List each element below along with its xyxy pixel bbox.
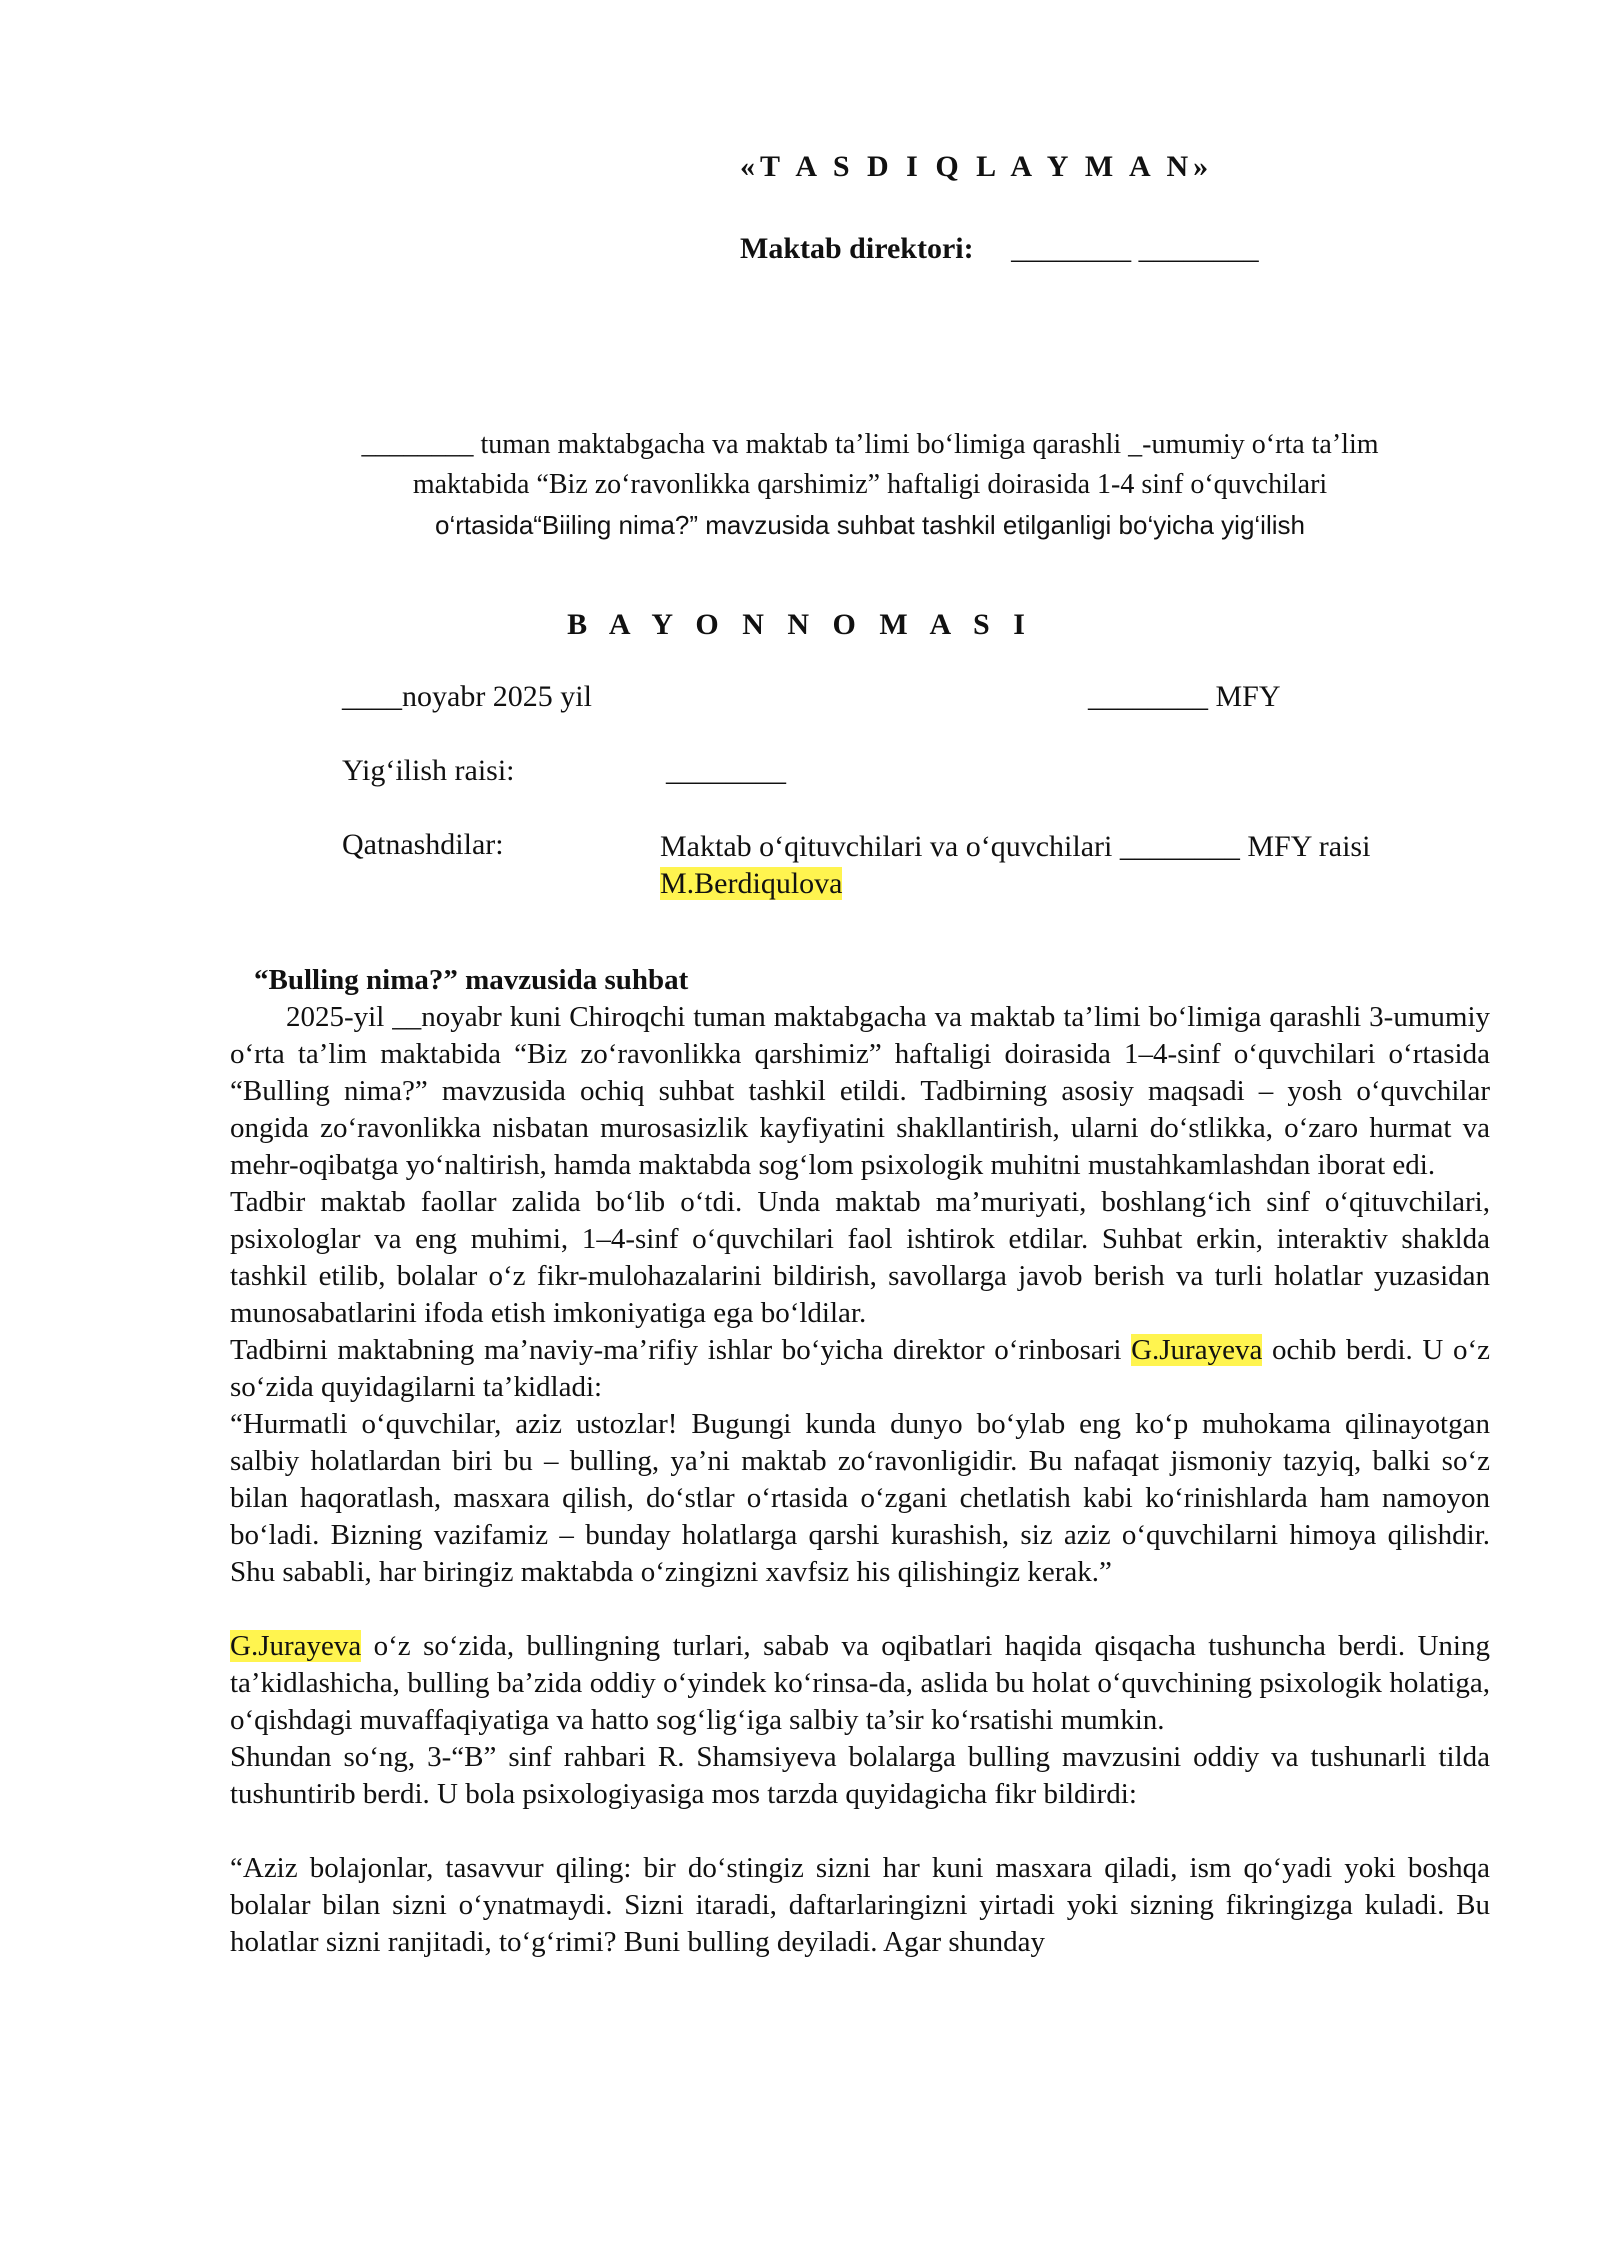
body-content <box>230 962 1490 1961</box>
paragraph-1: 2025-yil __noyabr kuni Chiroqchi tuman maktabgacha va maktab ta’limi bo‘limiga qarashli 3-umumiy o‘rta ta’lim maktabida “Biz zo‘ravonlikka qarshimiz” haftaligi doirasida 1–4-sinf o‘quvchilari o‘rtasida “Bulling nima?” mavzusida ochiq suhbat tashkil etildi. Tadbirning asosiy maqsadi – yosh o‘quvchilar ongida zo‘ravonlikka nisbatan murosasizlik kayfiyatini shakllantirish, ularni do‘stlikka, o‘zaro hurmat va mehr-oqibatga yo‘naltirish, hamda maktabda sog‘lom psixologik muhitni mustahkamlashdan iborat edi. <box>230 1001 1490 1181</box>
paragraph-gap <box>230 1591 1490 1628</box>
participants-highlighted-name: M.Berdiqulova <box>660 867 843 900</box>
section-heading: “Bulling nima?” mavzusida suhbat <box>254 964 689 996</box>
chair-label: Yig‘ilish raisi: <box>342 754 515 787</box>
chair-value: ________ <box>666 754 786 787</box>
paragraph-7-quote: “Aziz bolajonlar, tasavvur qiling: bir do‘stingiz sizni har kuni masxara qiladi, ism qo‘yadi yoki boshqa bolalar bilan sizni o‘ynatmaydi. Sizni itaradi, daftarlaringizni yirtadi yoki sizning fikringizga kuladi. Bu holatlar sizni ranjitadi, to‘g‘rimi? Buni bulling deyiladi. Agar shunday <box>230 1852 1490 1958</box>
director-signature-blank: ________ ________ <box>1011 232 1259 265</box>
paragraph-5 <box>230 1628 1490 1739</box>
document-title: B A Y O N N O M A S I <box>567 608 1033 641</box>
director-label: Maktab direktori: <box>740 232 974 265</box>
paragraph-3-end: ochib berdi. U o‘z so‘zida quyidagilarni ta’kidladi: <box>230 1334 1490 1403</box>
meeting-mfy: ________ MFY <box>1088 680 1281 713</box>
paragraph-2: Tadbir maktab faollar zalida bo‘lib o‘tdi. Unda maktab ma’muriyati, boshlang‘ich sinf o‘qituvchilari, psixologlar va eng muhimi, 1–4-sinf o‘quvchilari faol ishtirok etdilar. Suhbat erkin, interaktiv shaklda tashkil etilib, bolalar o‘z fikr-mulohazalarini bildirish, savollarga javob berish va turli holatlar yuzasidan munosabatlarini ifoda etish imkoniyatiga ega bo‘ldilar. <box>230 1186 1490 1329</box>
intro-line-2: maktabida “Biz zo‘ravonlikka qarshimiz” haftaligi doirasida 1-4 sinf o‘quvchilari <box>412 469 1328 500</box>
participants-label: Qatnashdilar: <box>342 828 504 861</box>
intro-block <box>250 425 1490 545</box>
paragraph-3-start: Tadbirni maktabning ma’naviy-ma’rifiy ishlar bo‘yicha direktor o‘rinbosari <box>230 1334 1132 1366</box>
intro-line-3: o‘rtasida“Biiling nima?” mavzusida suhbat tashkil etilganligi bo‘yicha yig‘ilish <box>435 510 1305 540</box>
highlighted-name: G.Jurayeva <box>1131 1334 1263 1366</box>
director-signature-line <box>740 232 1259 266</box>
meeting-date: ____noyabr 2025 yil <box>342 680 592 713</box>
paragraph-5-text: o‘z so‘zida, bullingning turlari, sabab va oqibatlari haqida qisqacha tushuncha berdi. Uning ta’kidlashicha, bulling ba’zida oddiy o‘yindek ko‘rinsa-da, aslida bu holat o‘quvchining psixologik holatiga, o‘qishdagi muvaffaqiyatiga va hatto sog‘lig‘iga salbiy ta’sir ko‘rsatishi mumkin. <box>230 1630 1490 1736</box>
participants-text: Maktab o‘qituvchilari va o‘quvchilari ________ MFY raisi <box>660 830 1371 863</box>
approval-heading: «T A S D I Q L A Y M A N» <box>740 150 1214 183</box>
paragraph-4-quote: “Hurmatli o‘quvchilar, aziz ustozlar! Bugungi kunda dunyo bo‘ylab eng ko‘p muhokama qilinayotgan salbiy holatlardan biri bu – bulling, ya’ni maktab zo‘ravonligidir. Bu nafaqat jismoniy tazyiq, balki so‘z bilan haqoratlash, masxara qilish, do‘stlar o‘rtasida o‘zgani chetlatish kabi ko‘rinishlarda ham namoyon bo‘ladi. Bizning vazifamiz – bunday holatlarga qarshi kurashish, siz aziz o‘quvchilarni himoya qilishdir. Shu sababli, har biringiz maktabda o‘zingizni xavfsiz his qilishingiz kerak.” <box>230 1408 1490 1588</box>
intro-line-1: ________ tuman maktabgacha va maktab ta’limi bo‘limiga qarashli _-umumiy o‘rta ta’lim <box>361 429 1379 460</box>
highlighted-name: G.Jurayeva <box>230 1630 362 1662</box>
paragraph-6: Shundan so‘ng, 3-“B” sinf rahbari R. Shamsiyeva bolalarga bulling mavzusini oddiy va tushunarli tilda tushuntirib berdi. U bola psixologiyasiga mos tarzda quyidagicha fikr bildirdi: <box>230 1741 1490 1810</box>
paragraph-3 <box>230 1332 1490 1406</box>
paragraph-gap <box>230 1813 1490 1850</box>
participants-value <box>660 828 1460 902</box>
